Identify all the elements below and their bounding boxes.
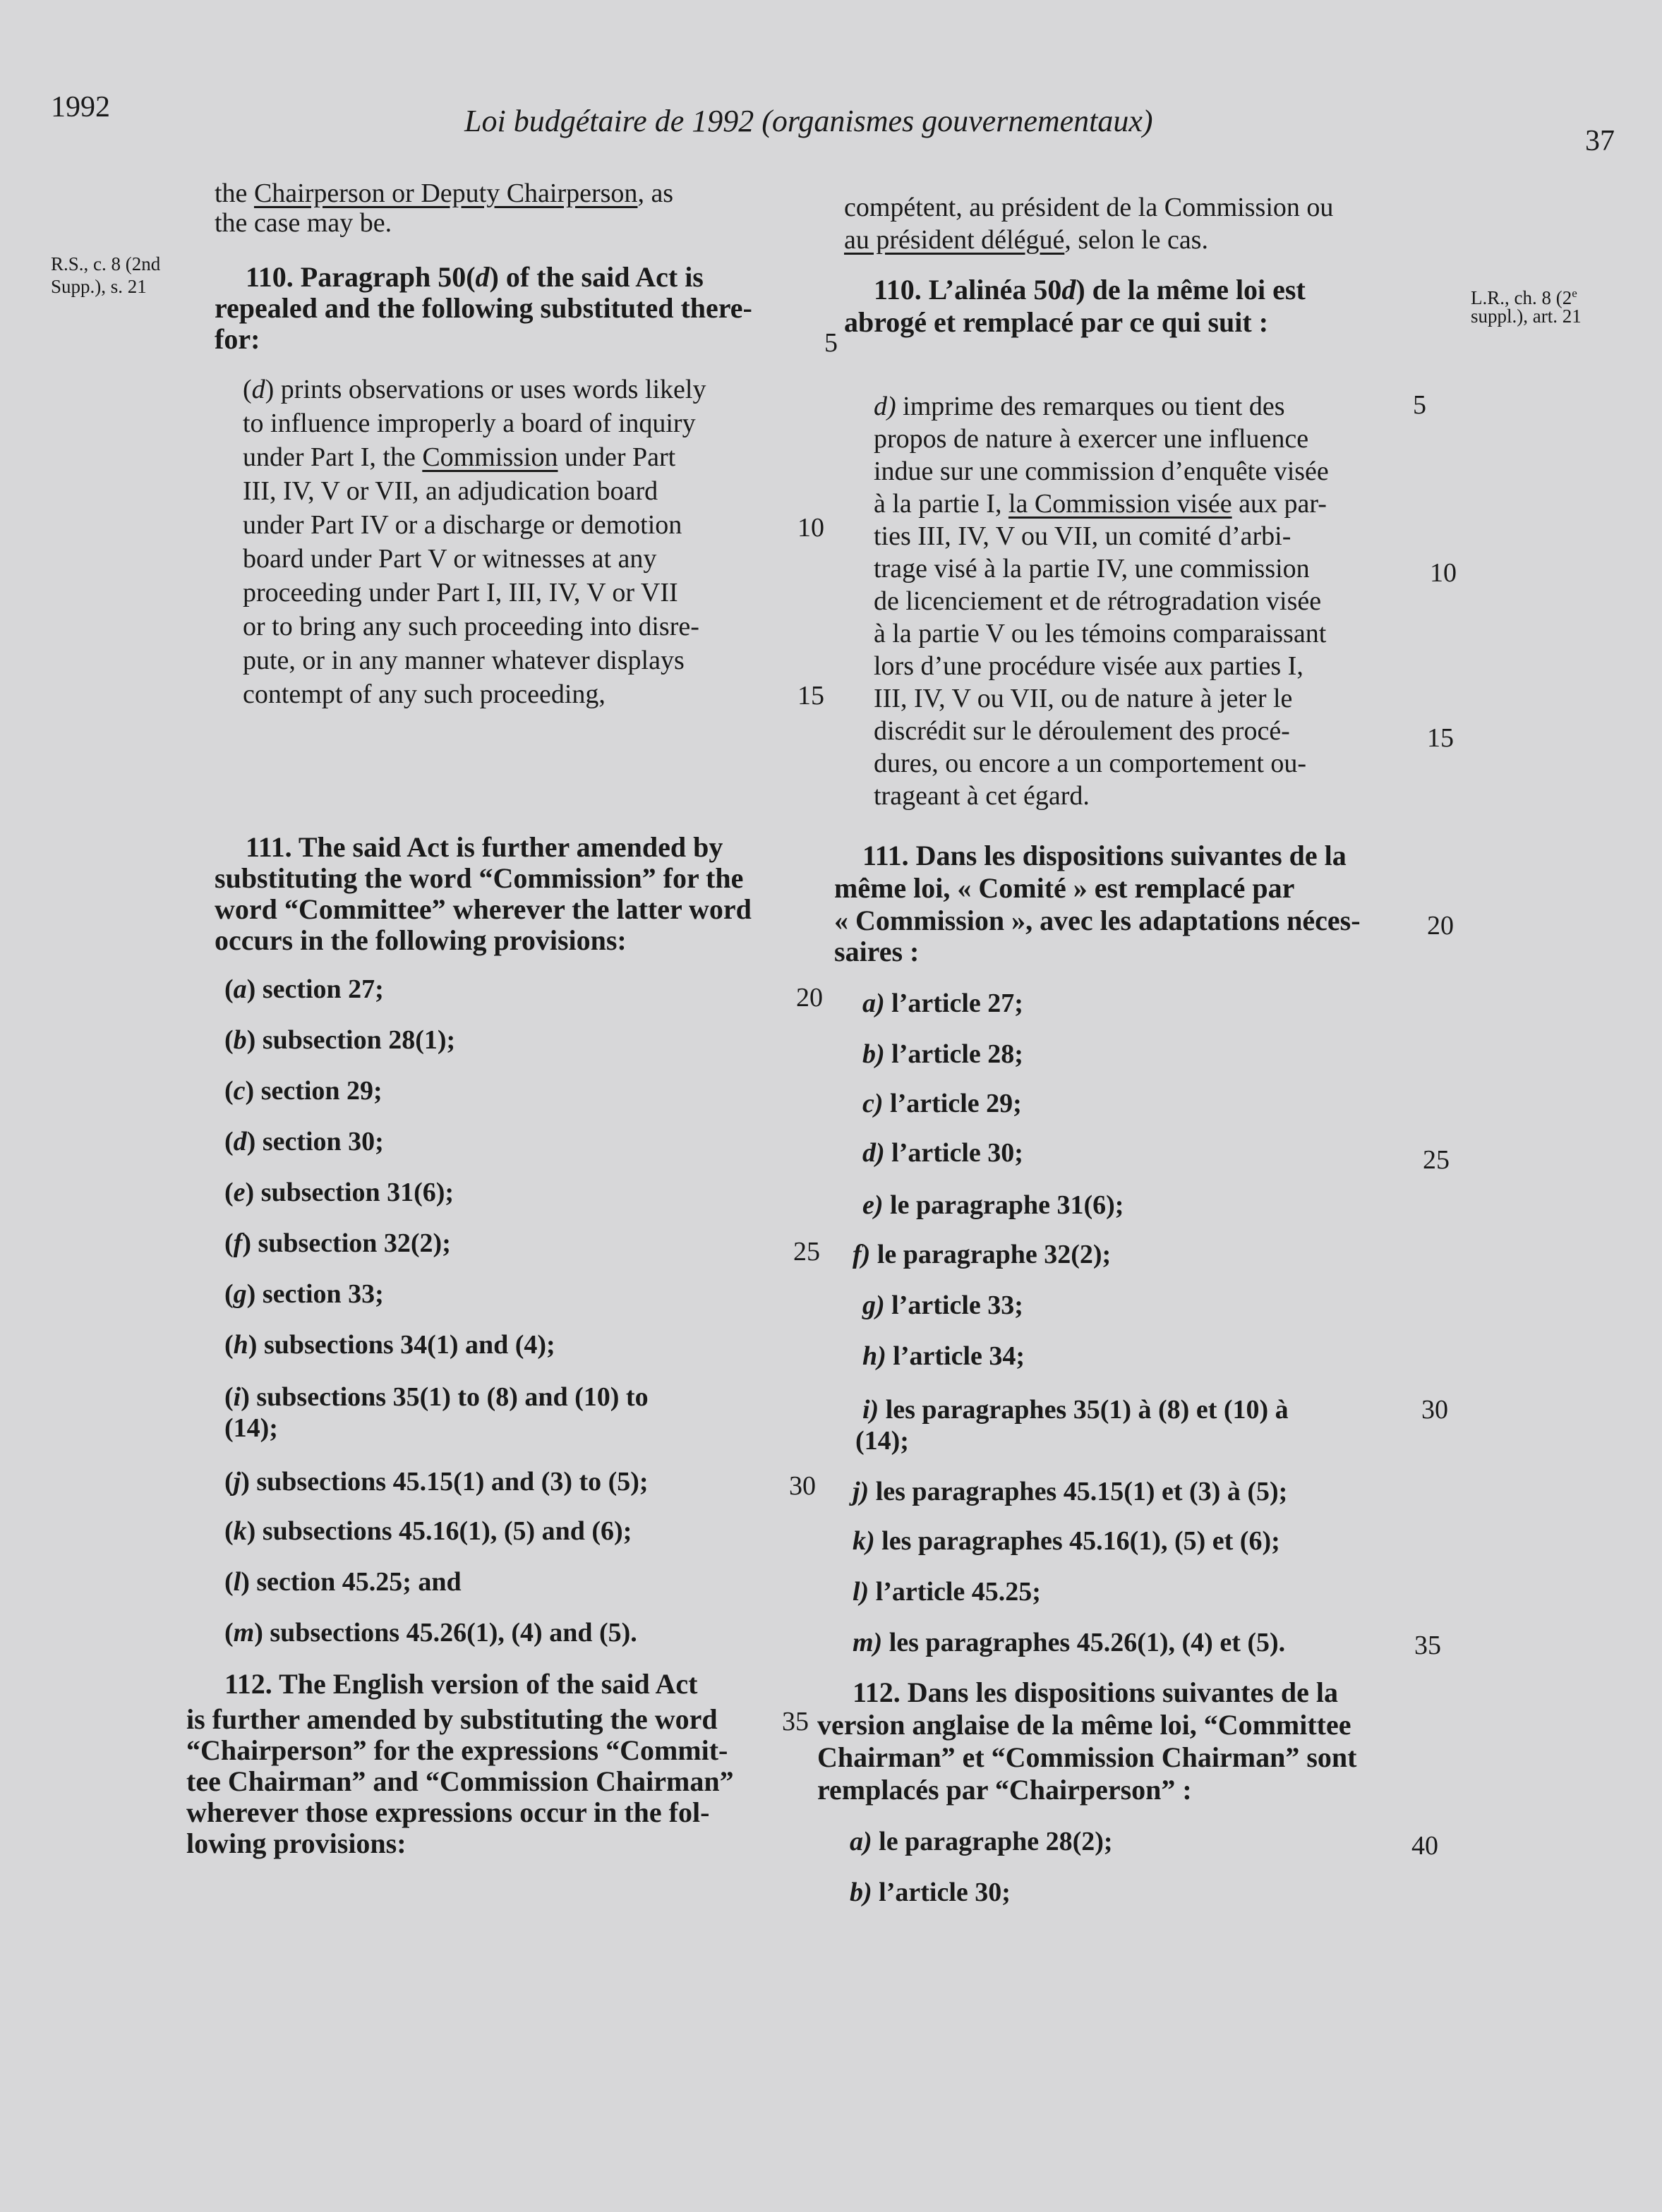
english-d-line: under Part I, the Commission under Part [243,442,676,472]
french-d-line: d) imprime des remarques ou tient des [874,392,1285,421]
page-title: Loi budgétaire de 1992 (organismes gouvernementaux) [464,104,1153,138]
english-d-line: (d) prints observations or uses words likely [243,375,706,404]
english-section-110-line-3: for: [215,323,260,355]
line-number: 15 [1427,723,1454,753]
french-d-line: propos de nature à exercer une influence [874,424,1309,454]
french-d-line: trage visé à la partie IV, une commission [874,554,1310,584]
french-provision-item: e) le paragraphe 31(6); [862,1190,1124,1220]
english-provision-item: (i) subsections 35(1) to (8) and (10) to [224,1382,649,1412]
line-number: 30 [1421,1395,1448,1425]
french-provision-item: j) les paragraphes 45.15(1) et (3) à (5); [853,1477,1288,1506]
line-number: 25 [1423,1145,1450,1175]
margin-note-left-line-1: R.S., c. 8 (2nd [51,253,161,274]
french-d-line: ties III, IV, V ou VII, un comité d’arbi- [874,521,1291,551]
english-provision-item: (e) subsection 31(6); [224,1178,454,1207]
english-provision-item: (d) section 30; [224,1127,384,1156]
page-year: 1992 [51,91,110,123]
english-provision-item: (k) subsections 45.16(1), (5) and (6); [224,1516,632,1546]
english-provision-item: (l) section 45.25; and [224,1567,462,1597]
line-number: 20 [796,983,823,1013]
english-d-line: to influence improperly a board of inquiry [243,409,696,438]
margin-note-right-line-2: suppl.), art. 21 [1471,306,1582,327]
english-section-111-line-4: occurs in the following provisions: [215,924,627,956]
french-section-111-line-4: saires : [834,936,920,967]
english-section-112-line-6: lowing provisions: [186,1827,407,1859]
french-d-line: trageant à cet égard. [874,781,1090,811]
english-section-112-line-3: “Chairperson” for the expressions “Commit- [186,1734,728,1766]
english-d-line: under Part IV or a discharge or demotion [243,510,682,540]
english-provision-item: (b) subsection 28(1); [224,1025,456,1055]
line-number: 35 [782,1707,809,1736]
french-section-111-line-3: « Commission », avec les adaptations néces- [834,905,1361,936]
french-section-112-line-2: version anglaise de la même loi, “Committee [817,1709,1351,1741]
french-d-line: III, IV, V ou VII, ou de nature à jeter le [874,684,1293,713]
english-provision-item: (f) subsection 32(2); [224,1228,451,1258]
english-section-112-line-2: is further amended by substituting the word [186,1703,718,1735]
english-continuation-line-2: the case may be. [215,208,392,238]
french-provision-item: d) l’article 30; [862,1138,1023,1168]
french-provision-item: l) l’article 45.25; [853,1577,1041,1607]
french-section-112-item: a) le paragraphe 28(2); [850,1827,1113,1856]
margin-note-left-line-2: Supp.), s. 21 [51,276,147,297]
english-d-line: proceeding under Part I, III, IV, V or VII [243,578,678,608]
line-number: 5 [1413,390,1426,420]
french-section-112-line-1: 112. Dans les dispositions suivantes de la [853,1676,1338,1708]
margin-note-right-line-1: L.R., ch. 8 (2e [1471,286,1577,308]
page-number: 37 [1585,125,1615,157]
english-d-line: III, IV, V or VII, an adjudication board [243,476,658,506]
french-continuation-line-1: compétent, au président de la Commission ou [844,193,1334,222]
line-number: 5 [824,328,838,358]
english-provision-item: (m) subsections 45.26(1), (4) and (5). [224,1618,637,1648]
english-d-line: pute, or in any manner whatever displays [243,646,685,675]
french-provision-item: a) l’article 27; [862,989,1023,1018]
english-section-111-line-1: 111. The said Act is further amended by [246,831,723,863]
french-section-110-line-2: abrogé et remplacé par ce qui suit : [844,306,1269,338]
line-number: 25 [793,1237,820,1267]
french-provision-item: i) les paragraphes 35(1) à (8) et (10) à [862,1395,1289,1425]
french-d-line: discrédit sur le déroulement des procé- [874,716,1290,746]
line-number: 35 [1414,1631,1441,1660]
english-provision-item: (g) section 33; [224,1279,384,1309]
line-number: 10 [1430,558,1457,588]
english-section-110-line-1: 110. Paragraph 50(d) of the said Act is [246,261,704,293]
french-section-112-line-3: Chairman” et “Commission Chairman” sont [817,1741,1357,1773]
french-section-111-line-1: 111. Dans les dispositions suivantes de la [862,840,1347,871]
english-continuation-line-1: the Chairperson or Deputy Chairperson, as [215,179,674,208]
line-number: 15 [797,681,824,711]
english-section-112-line-5: wherever those expressions occur in the fol- [186,1796,710,1828]
english-d-line: board under Part V or witnesses at any [243,544,657,574]
french-provision-item: f) le paragraphe 32(2); [853,1240,1112,1269]
french-section-112-item: b) l’article 30; [850,1878,1011,1907]
french-section-110-line-1: 110. L’alinéa 50d) de la même loi est [874,274,1306,306]
french-d-line: à la partie I, la Commission visée aux par- [874,489,1327,519]
english-section-112-line-4: tee Chairman” and “Commission Chairman” [186,1765,734,1797]
english-provision-item: (c) section 29; [224,1076,383,1106]
french-d-line: à la partie V ou les témoins comparaissant [874,619,1327,648]
french-provision-item: c) l’article 29; [862,1089,1022,1118]
english-section-110-line-2: repealed and the following substituted there- [215,292,752,324]
english-section-112-line-1: 112. The English version of the said Act [224,1668,698,1700]
line-number: 10 [797,513,824,543]
french-section-112-line-4: remplacés par “Chairperson” : [817,1774,1192,1806]
french-d-line: de licenciement et de rétrogradation visée [874,586,1322,616]
french-provision-item: g) l’article 33; [862,1291,1023,1320]
french-d-line: lors d’une procédure visée aux parties I, [874,651,1303,681]
english-section-111-line-3: word “Committee” wherever the latter word [215,893,752,925]
english-d-line: or to bring any such proceeding into disre- [243,612,699,641]
french-provision-item: h) l’article 34; [862,1341,1025,1371]
french-provision-item: b) l’article 28; [862,1039,1023,1069]
line-number: 30 [789,1471,816,1501]
english-section-111-line-2: substituting the word “Commission” for the [215,862,744,894]
french-provision-item: k) les paragraphes 45.16(1), (5) et (6); [853,1526,1280,1556]
french-continuation-line-2: au président délégué, selon le cas. [844,225,1208,255]
french-section-111-line-2: même loi, « Comité » est remplacé par [834,872,1295,904]
french-d-line: indue sur une commission d’enquête visée [874,457,1329,486]
line-number: 20 [1427,911,1454,941]
english-provision-item-continued: (14); [224,1413,278,1443]
french-provision-item: m) les paragraphes 45.26(1), (4) et (5). [853,1628,1286,1657]
french-d-line: dures, ou encore a un comportement ou- [874,749,1307,778]
english-provision-item: (j) subsections 45.15(1) and (3) to (5); [224,1467,649,1497]
line-number: 40 [1411,1831,1438,1861]
english-provision-item: (a) section 27; [224,974,384,1004]
english-d-line: contempt of any such proceeding, [243,679,606,709]
french-provision-item-continued: (14); [855,1426,909,1456]
english-provision-item: (h) subsections 34(1) and (4); [224,1330,555,1360]
